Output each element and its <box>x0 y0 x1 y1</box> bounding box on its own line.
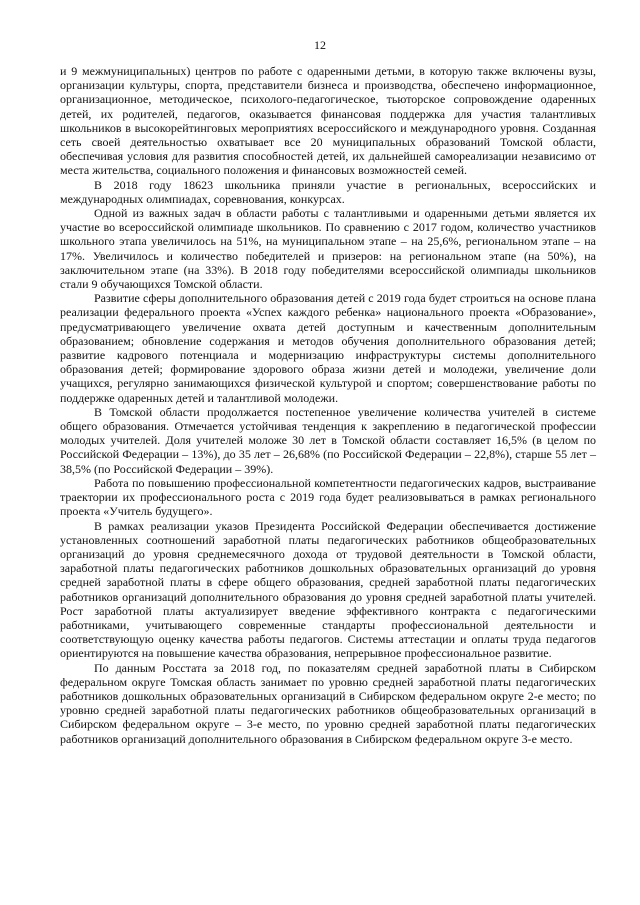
document-body <box>60 64 596 746</box>
paragraph-teacher-staffing: В Томской области продолжается постепенное увеличение количества учителей в системе общего образования. Отмечается устойчивая тенденция к закреплению в педагогической профессии молодых учителей. Доля учителей моложе 30 лет в Томской области составляет 16,5% (в целом по Российской Федерации – 13%), до 35 лет – 26,68% (по Российской Федерации – 22,8%), старше 55 лет – 38,5% (по Российской Федерации – 39%). <box>60 404 596 476</box>
paragraph-additional-education: Развитие сферы дополнительного образования детей с 2019 года будет строиться на основе плана реализации федерального проекта «Успех каждого ребенка» национального проекта «Образование», предусматривающего увеличение охвата детей доступным и качественным дополнительным образованием; обновление содержания и методов обучения дополнительного образования детей; развитие кадрового потенциала и модернизацию инфраструктуры системы дополнительного образования детей; формирование здорового образа жизни детей и молодежи, увеличение доли учащихся, регулярно занимающихся физической культурой и спортом; совершенствование работы по поддержке одаренных детей и талантливой молодежи. <box>60 291 596 405</box>
paragraph-salary-decrees: В рамках реализации указов Президента Российской Федерации обеспечивается достижение установленных соотношений заработной платы педагогических работников общеобразовательных организаций до уровня среднемесячного дохода от трудовой деятельности в Томской области, заработной платы педагогических работников дошкольных образовательных организаций до уровня средней заработной платы в сфере общего образования, средней заработной платы педагогических работников организаций дополнительного образования до уровня средней заработной платы учителей. Рост заработной платы актуализирует введение эффективного контракта с педагогическими работниками, учитывающего современные стандарты профессиональной деятельности и соответствующую оценку качества работы педагогов. Системы аттестации и оплаты труда педагогов ориентируются на повышение качества образования, непрерывное профессиональное развитие. <box>60 518 596 661</box>
paragraph-teacher-competence: Работа по повышению профессиональной компетентности педагогических кадров, выстраивание траектории их профессионального роста с 2019 года будет реализовываться в рамках регионального проекта «Учитель будущего». <box>60 475 596 519</box>
paragraph-continuation: и 9 межмуниципальных) центров по работе с одаренными детьми, в которую также включены вузы, организации культуры, спорта, представители бизнеса и производства, обеспечено информационное, организационное, методическое, психолого-педагогическое, тьюторское сопровождение одаренных детей, их родителей, педагогов, оказывается финансовая поддержка для участия талантливых школьников в высокорейтинговых мероприятиях всероссийского и международного уровня. Созданная сеть своей деятельностью охватывает все 20 муниципальных образований Томской области, обеспечивая условия для развития способностей детей, их дальнейшей самореализации независимо от места жительства, социального положения и финансовых возможностей семей. <box>60 64 596 178</box>
paragraph-olympiad-participants: В 2018 году 18623 школьника приняли участие в региональных, всероссийских и международных олимпиадах, соревнования, конкурсах. <box>60 177 596 206</box>
page-number: 12 <box>314 38 326 52</box>
paragraph-rosstat-rankings: По данным Росстата за 2018 год, по показателям средней заработной платы в Сибирском федеральном округе Томская область занимает по уровню средней заработной платы педагогических работников дошкольных образовательных организаций в Сибирском федеральном округе 2-е место; по уровню средней заработной платы педагогических работников общеобразовательных организаций в Сибирском федеральном округе – 3-е место, по уровню средней заработной платы педагогических работников организаций дополнительного образования в Сибирском федеральном округе 3-е место. <box>60 660 596 746</box>
paragraph-olympiad-results: Одной из важных задач в области работы с талантливыми и одаренными детьми является их участие во всероссийской олимпиаде школьников. По сравнению с 2017 годом, количество участников школьного этапа увеличилось на 51%, на муниципальном этапе – на 25,6%, региональном этапе – на 17%. Увеличилось и количество победителей и призеров: на региональном этапе (на 50%), на заключительном этапе (на 33%). В 2018 году победителями всероссийской олимпиады школьников стали 9 обучающихся Томской области. <box>60 206 596 292</box>
